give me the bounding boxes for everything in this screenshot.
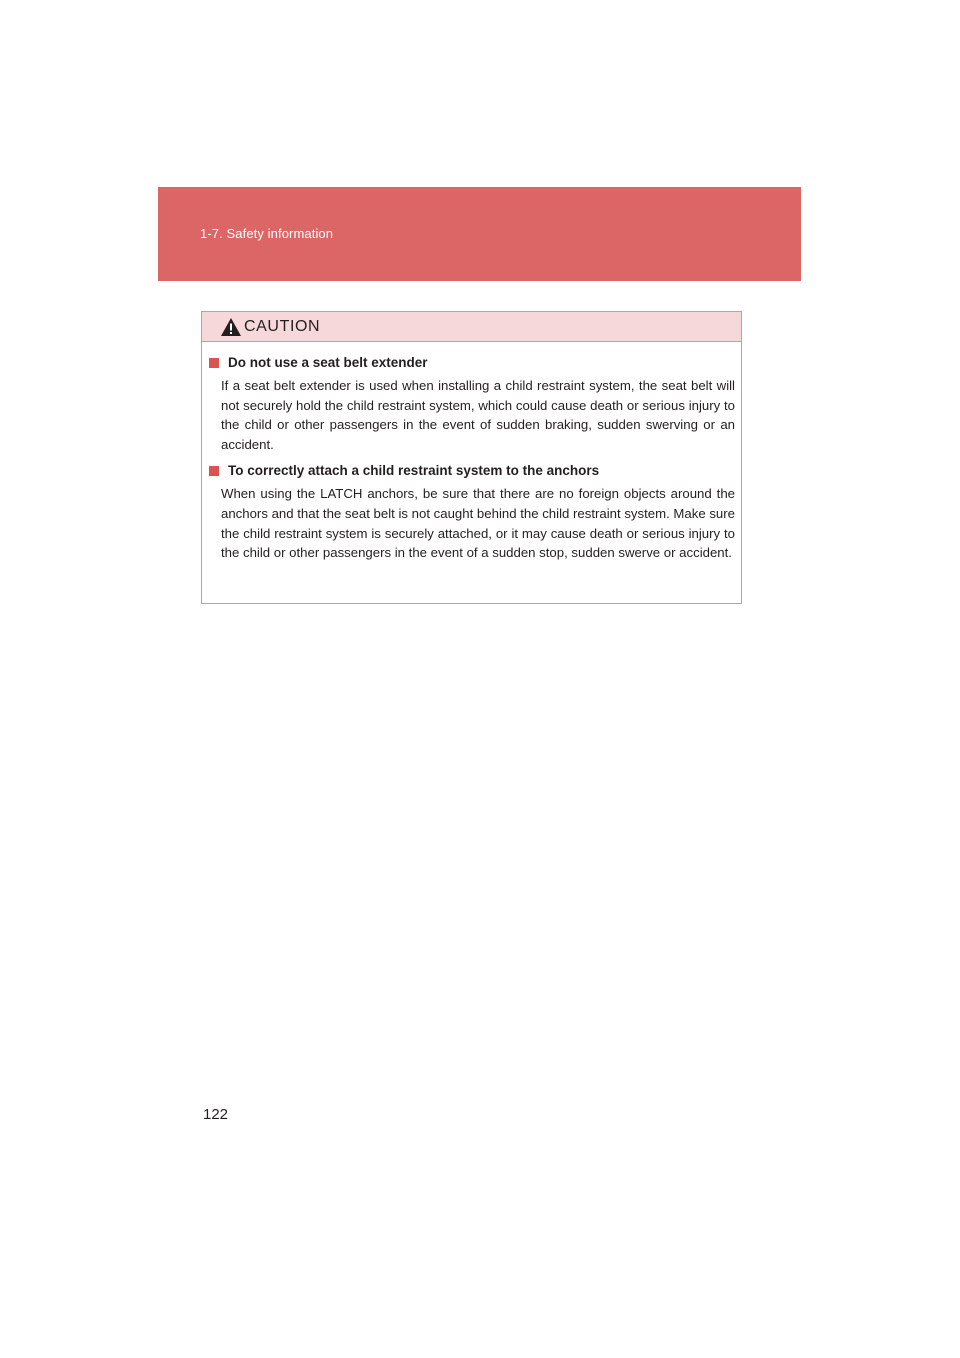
caution-item-text: When using the LATCH anchors, be sure that there are no foreign objects around the anchors and that the seat belt is not caught behind the child restraint system. Make sure the child restraint system is securely attached, or it may cause death or serious injury to the child or other passengers in the event of a sudden stop, sudden swerve or accident. <box>221 486 735 561</box>
caution-header <box>202 312 741 342</box>
caution-item-heading <box>209 352 741 374</box>
page-number: 122 <box>203 1106 229 1123</box>
caution-item <box>202 352 741 454</box>
section-header-band <box>158 187 801 281</box>
square-bullet-icon <box>209 358 219 368</box>
caution-box <box>201 311 742 604</box>
caution-item-heading <box>209 460 741 482</box>
caution-item-heading-text: Do not use a seat belt extender <box>228 355 428 370</box>
caution-item-text: If a seat belt extender is used when installing a child restraint system, the seat belt will not securely hold the child restraint system, which could cause death or serious injury to the child or other passengers in the event of sudden braking, sudden swerving or an accident. <box>221 378 735 452</box>
section-title: 1-7. Safety information <box>200 226 334 241</box>
caution-item <box>202 460 741 562</box>
caution-item-heading-text: To correctly attach a child restraint system to the anchors <box>228 463 600 479</box>
caution-body <box>202 352 741 569</box>
warning-triangle-icon <box>220 317 242 337</box>
caution-label: CAUTION <box>244 318 321 335</box>
square-bullet-icon <box>209 466 219 476</box>
